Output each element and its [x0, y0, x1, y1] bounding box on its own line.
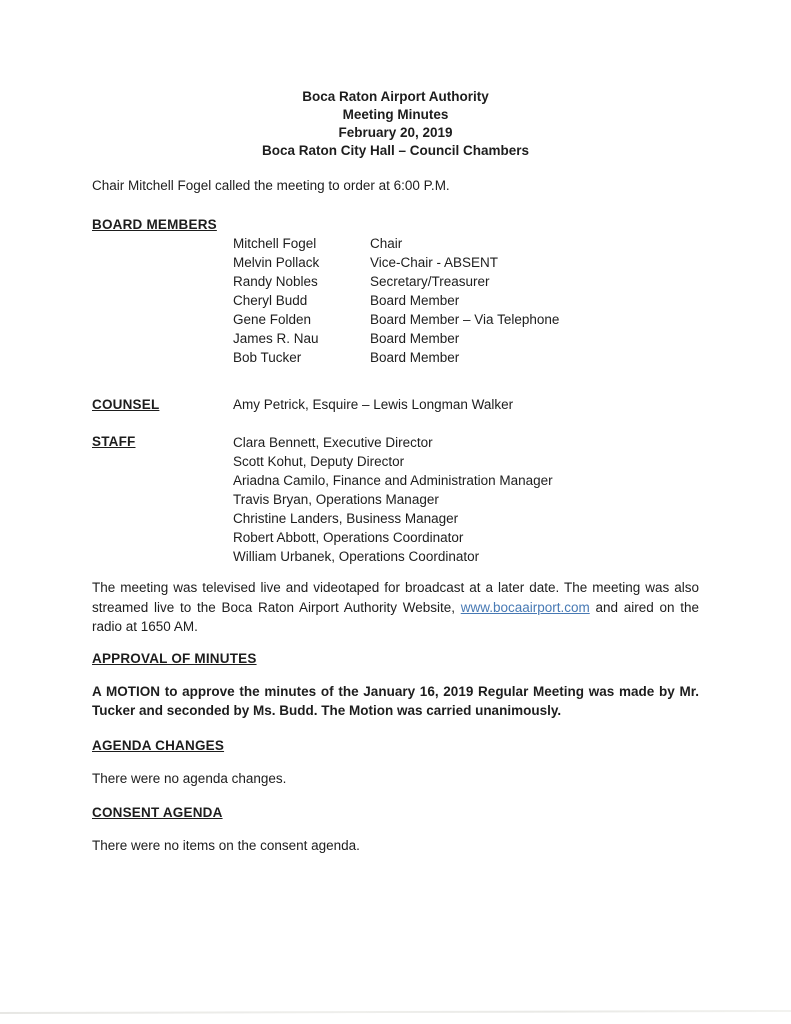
broadcast-paragraph	[92, 578, 699, 637]
staff-heading: STAFF	[92, 434, 136, 449]
staff-member: Travis Bryan, Operations Manager	[233, 492, 439, 507]
broadcast-text-after-link: and aired on the radio at 1650 AM.	[92, 599, 699, 634]
counsel-heading: COUNSEL	[92, 397, 160, 412]
board-member-row	[92, 329, 699, 348]
title-line-doc-type: Meeting Minutes	[342, 107, 449, 122]
board-member-name: Mitchell Fogel	[233, 236, 317, 251]
board-member-name: Randy Nobles	[233, 274, 318, 289]
staff-label	[92, 433, 233, 451]
board-member-row	[92, 348, 699, 367]
board-member-name: Melvin Pollack	[233, 255, 320, 270]
board-member-row	[92, 310, 699, 329]
board-member-name: Cheryl Budd	[233, 293, 308, 308]
title-line-date: February 20, 2019	[338, 125, 453, 140]
counsel-row	[92, 396, 699, 414]
staff-member: Clara Bennett, Executive Director	[233, 435, 433, 450]
agenda-changes-body: There were no agenda changes.	[92, 770, 287, 786]
agenda-changes-heading: AGENDA CHANGES	[92, 737, 225, 753]
board-member-name: Gene Folden	[233, 312, 312, 327]
board-member-row	[92, 291, 699, 310]
consent-agenda-body: There were no items on the consent agenda.	[92, 837, 360, 853]
website-link[interactable]: www.bocaairport.com	[460, 599, 590, 615]
staff-list	[233, 433, 553, 566]
board-member-row	[92, 253, 699, 272]
staff-row	[92, 433, 699, 566]
board-member-role: Board Member	[370, 331, 460, 346]
board-member-role: Chair	[370, 236, 403, 251]
board-members-list	[92, 234, 699, 367]
board-member-name: Bob Tucker	[233, 350, 302, 365]
board-member-row	[92, 234, 699, 253]
counsel-text: Amy Petrick, Esquire – Lewis Longman Walker	[233, 397, 514, 412]
staff-member: Ariadna Camilo, Finance and Administration Manager	[233, 473, 553, 488]
board-members-heading: BOARD MEMBERS	[92, 217, 217, 232]
approval-of-minutes-body: A MOTION to approve the minutes of the January 16, 2019 Regular Meeting was made by Mr. Tucker and seconded by Ms. Budd. The Motion was carried unanimously.	[92, 683, 699, 718]
board-member-role: Vice-Chair - ABSENT	[370, 255, 499, 270]
approval-of-minutes-heading: APPROVAL OF MINUTES	[92, 650, 257, 666]
staff-member: Robert Abbott, Operations Coordinator	[233, 530, 464, 545]
board-member-name: James R. Nau	[233, 331, 319, 346]
board-member-row	[92, 272, 699, 291]
call-to-order-paragraph: Chair Mitchell Fogel called the meeting to order at 6:00 P.M.	[92, 178, 450, 193]
board-member-role: Board Member – Via Telephone	[370, 312, 560, 327]
staff-member: Christine Landers, Business Manager	[233, 511, 459, 526]
consent-agenda-heading: CONSENT AGENDA	[92, 804, 223, 820]
counsel-label	[92, 396, 233, 414]
board-member-role: Secretary/Treasurer	[370, 274, 490, 289]
broadcast-text-before-link: The meeting was televised live and videotaped for broadcast at a later date. The meeting was also streamed live to the Boca Raton Airport Authority Website,	[92, 580, 699, 615]
board-member-role: Board Member	[370, 350, 460, 365]
scan-artifact-line	[0, 1010, 791, 1014]
title-line-org: Boca Raton Airport Authority	[302, 89, 489, 104]
title-line-location: Boca Raton City Hall – Council Chambers	[261, 143, 530, 158]
staff-member: Scott Kohut, Deputy Director	[233, 454, 405, 469]
document-title-block	[92, 88, 699, 160]
board-member-role: Board Member	[370, 293, 460, 308]
staff-member: William Urbanek, Operations Coordinator	[233, 549, 480, 564]
